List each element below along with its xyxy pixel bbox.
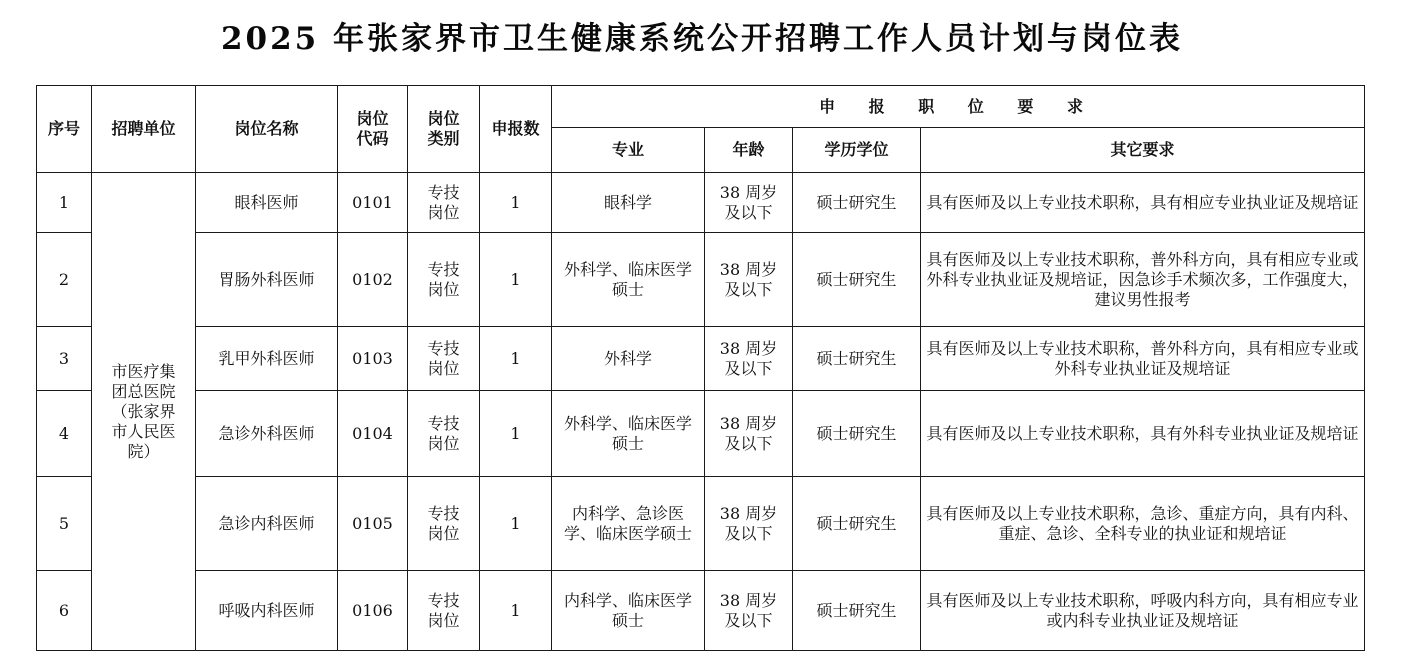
cell-other: 具有医师及以上专业技术职称，普外科方向，具有相应专业或外科专业执业证及规培证 (921, 327, 1365, 391)
header-requirements-group: 申 报 职 位 要 求 (552, 86, 1365, 128)
header-age: 年龄 (705, 128, 793, 173)
cell-post-type: 专技岗位 (408, 233, 480, 327)
cell-count: 1 (480, 327, 552, 391)
cell-other: 具有医师及以上专业技术职称，具有相应专业执业证及规培证 (921, 173, 1365, 233)
cell-count: 1 (480, 571, 552, 651)
cell-major: 外科学 (552, 327, 705, 391)
cell-post-type: 专技岗位 (408, 173, 480, 233)
cell-other: 具有医师及以上专业技术职称，具有外科专业执业证及规培证 (921, 391, 1365, 477)
cell-age: 38 周岁及以下 (705, 327, 793, 391)
cell-post-name: 急诊内科医师 (196, 477, 338, 571)
cell-post-name: 胃肠外科医师 (196, 233, 338, 327)
table-row (37, 233, 1365, 327)
table-row (37, 391, 1365, 477)
table-row (37, 571, 1365, 651)
cell-count: 1 (480, 233, 552, 327)
cell-post-code: 0105 (338, 477, 408, 571)
cell-post-code: 0106 (338, 571, 408, 651)
cell-age: 38 周岁及以下 (705, 477, 793, 571)
cell-seq: 5 (37, 477, 92, 571)
cell-count: 1 (480, 173, 552, 233)
cell-major: 内科学、急诊医学、临床医学硕士 (552, 477, 705, 571)
header-count: 申报数 (480, 86, 552, 173)
cell-other: 具有医师及以上专业技术职称，普外科方向，具有相应专业或外科专业执业证及规培证，因急诊手术频次多，工作强度大，建议男性报考 (921, 233, 1365, 327)
cell-unit: 市医疗集团总医院（张家界市人民医院） (92, 173, 196, 651)
cell-major: 内科学、临床医学硕士 (552, 571, 705, 651)
recruitment-table (36, 85, 1365, 651)
cell-seq: 1 (37, 173, 92, 233)
cell-post-code: 0101 (338, 173, 408, 233)
cell-post-type: 专技岗位 (408, 391, 480, 477)
header-post-name: 岗位名称 (196, 86, 338, 173)
cell-other: 具有医师及以上专业技术职称，呼吸内科方向，具有相应专业或内科专业执业证及规培证 (921, 571, 1365, 651)
header-post-code: 岗位代码 (338, 86, 408, 173)
cell-post-name: 眼科医师 (196, 173, 338, 233)
table-row (37, 477, 1365, 571)
cell-count: 1 (480, 477, 552, 571)
cell-other: 具有医师及以上专业技术职称，急诊、重症方向，具有内科、重症、急诊、全科专业的执业证和规培证 (921, 477, 1365, 571)
cell-post-type: 专技岗位 (408, 327, 480, 391)
cell-degree: 硕士研究生 (793, 477, 921, 571)
cell-post-name: 呼吸内科医师 (196, 571, 338, 651)
cell-degree: 硕士研究生 (793, 571, 921, 651)
cell-post-code: 0103 (338, 327, 408, 391)
cell-post-type: 专技岗位 (408, 571, 480, 651)
header-major: 专业 (552, 128, 705, 173)
cell-degree: 硕士研究生 (793, 233, 921, 327)
cell-age: 38 周岁及以下 (705, 391, 793, 477)
cell-count: 1 (480, 391, 552, 477)
cell-degree: 硕士研究生 (793, 327, 921, 391)
cell-post-code: 0104 (338, 391, 408, 477)
cell-major: 眼科学 (552, 173, 705, 233)
cell-age: 38 周岁及以下 (705, 571, 793, 651)
page-title: 2025 年张家界市卫生健康系统公开招聘工作人员计划与岗位表 (220, 21, 1184, 57)
cell-post-type: 专技岗位 (408, 477, 480, 571)
cell-degree: 硕士研究生 (793, 173, 921, 233)
cell-degree: 硕士研究生 (793, 391, 921, 477)
cell-seq: 4 (37, 391, 92, 477)
header-row-top (37, 86, 1365, 128)
header-other: 其它要求 (921, 128, 1365, 173)
cell-post-code: 0102 (338, 233, 408, 327)
cell-seq: 6 (37, 571, 92, 651)
table-row (37, 327, 1365, 391)
table-row (37, 173, 1365, 233)
cell-post-name: 急诊外科医师 (196, 391, 338, 477)
cell-major: 外科学、临床医学硕士 (552, 233, 705, 327)
cell-age: 38 周岁及以下 (705, 173, 793, 233)
header-seq: 序号 (37, 86, 92, 173)
cell-post-name: 乳甲外科医师 (196, 327, 338, 391)
cell-seq: 2 (37, 233, 92, 327)
cell-major: 外科学、临床医学硕士 (552, 391, 705, 477)
cell-age: 38 周岁及以下 (705, 233, 793, 327)
header-unit: 招聘单位 (92, 86, 196, 173)
cell-seq: 3 (37, 327, 92, 391)
header-post-type: 岗位类别 (408, 86, 480, 173)
header-degree: 学历学位 (793, 128, 921, 173)
